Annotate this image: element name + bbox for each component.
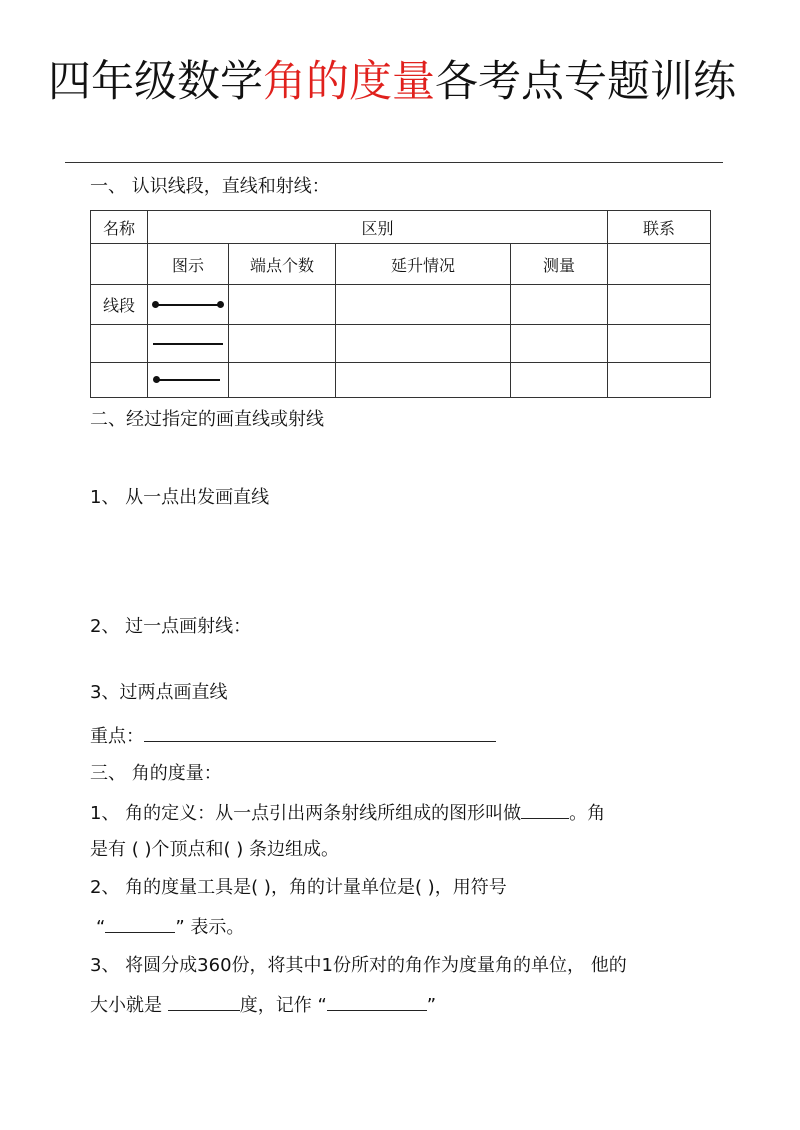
row-name: 线段 xyxy=(91,285,148,325)
q3-line1: 3、 将圆分成360份，将其中1份所对的角作为度量角的单位， 他的 xyxy=(90,955,627,976)
key-point xyxy=(90,723,496,749)
q3-notation-blank[interactable] xyxy=(327,992,427,1011)
q1-text: 1、 角的定义：从一点引出两条射线所组成的图形叫做 xyxy=(90,803,522,824)
subheader-extension: 延升情况 xyxy=(336,244,511,285)
section3-heading: 三、 角的度量： xyxy=(90,763,222,784)
table-row xyxy=(91,363,711,398)
q2-open-quote: “ xyxy=(96,917,106,938)
section2-item-3: 3、过两点画直线 xyxy=(90,682,228,703)
q2-close: ” 表示。 xyxy=(175,917,245,938)
q3-degree-blank[interactable] xyxy=(168,992,240,1011)
title-highlight: 角的度量 xyxy=(263,57,435,107)
table-row xyxy=(91,285,711,325)
q1-line2: 是有 ( )个顶点和( ) 条边组成。 xyxy=(90,839,339,860)
q3-text-c: ” xyxy=(426,995,437,1016)
subheader-figure: 图示 xyxy=(148,244,229,285)
line-figure xyxy=(148,325,229,363)
q1-blank[interactable] xyxy=(521,800,569,819)
q3-line2 xyxy=(90,992,436,1018)
q2-line2 xyxy=(96,914,244,940)
header-relation: 联系 xyxy=(608,211,711,244)
divider xyxy=(65,162,723,163)
page-title xyxy=(48,48,736,109)
q2-symbol-blank[interactable] xyxy=(105,914,175,933)
subheader-endpoints: 端点个数 xyxy=(229,244,336,285)
subheader-measure: 测量 xyxy=(511,244,608,285)
segment-figure xyxy=(148,285,229,325)
section1-heading: 一、 认识线段，直线和射线： xyxy=(90,176,330,197)
section2-item-1: 1、 从一点出发画直线 xyxy=(90,487,270,508)
table-row xyxy=(91,325,711,363)
row-name xyxy=(91,325,148,363)
q3-text-b: 度，记作 “ xyxy=(239,995,327,1016)
section2-item-2: 2、 过一点画射线： xyxy=(90,616,252,637)
title-part2: 各考点专题训练 xyxy=(435,57,736,107)
comparison-table xyxy=(90,210,711,398)
ray-figure xyxy=(148,363,229,398)
header-difference: 区别 xyxy=(148,211,608,244)
q1-line1 xyxy=(90,800,605,826)
section2-heading: 二、经过指定的画直线或射线 xyxy=(90,409,324,430)
q2-line1: 2、 角的度量工具是( )，角的计量单位是( )，用符号 xyxy=(90,877,507,898)
header-name: 名称 xyxy=(91,211,148,244)
title-part1: 四年级数学 xyxy=(48,57,263,107)
q3-text-a: 大小就是 xyxy=(90,995,168,1016)
key-point-blank[interactable] xyxy=(144,723,496,742)
key-point-label: 重点： xyxy=(90,726,144,747)
row-name xyxy=(91,363,148,398)
q1-text-end: 。角 xyxy=(569,803,606,824)
